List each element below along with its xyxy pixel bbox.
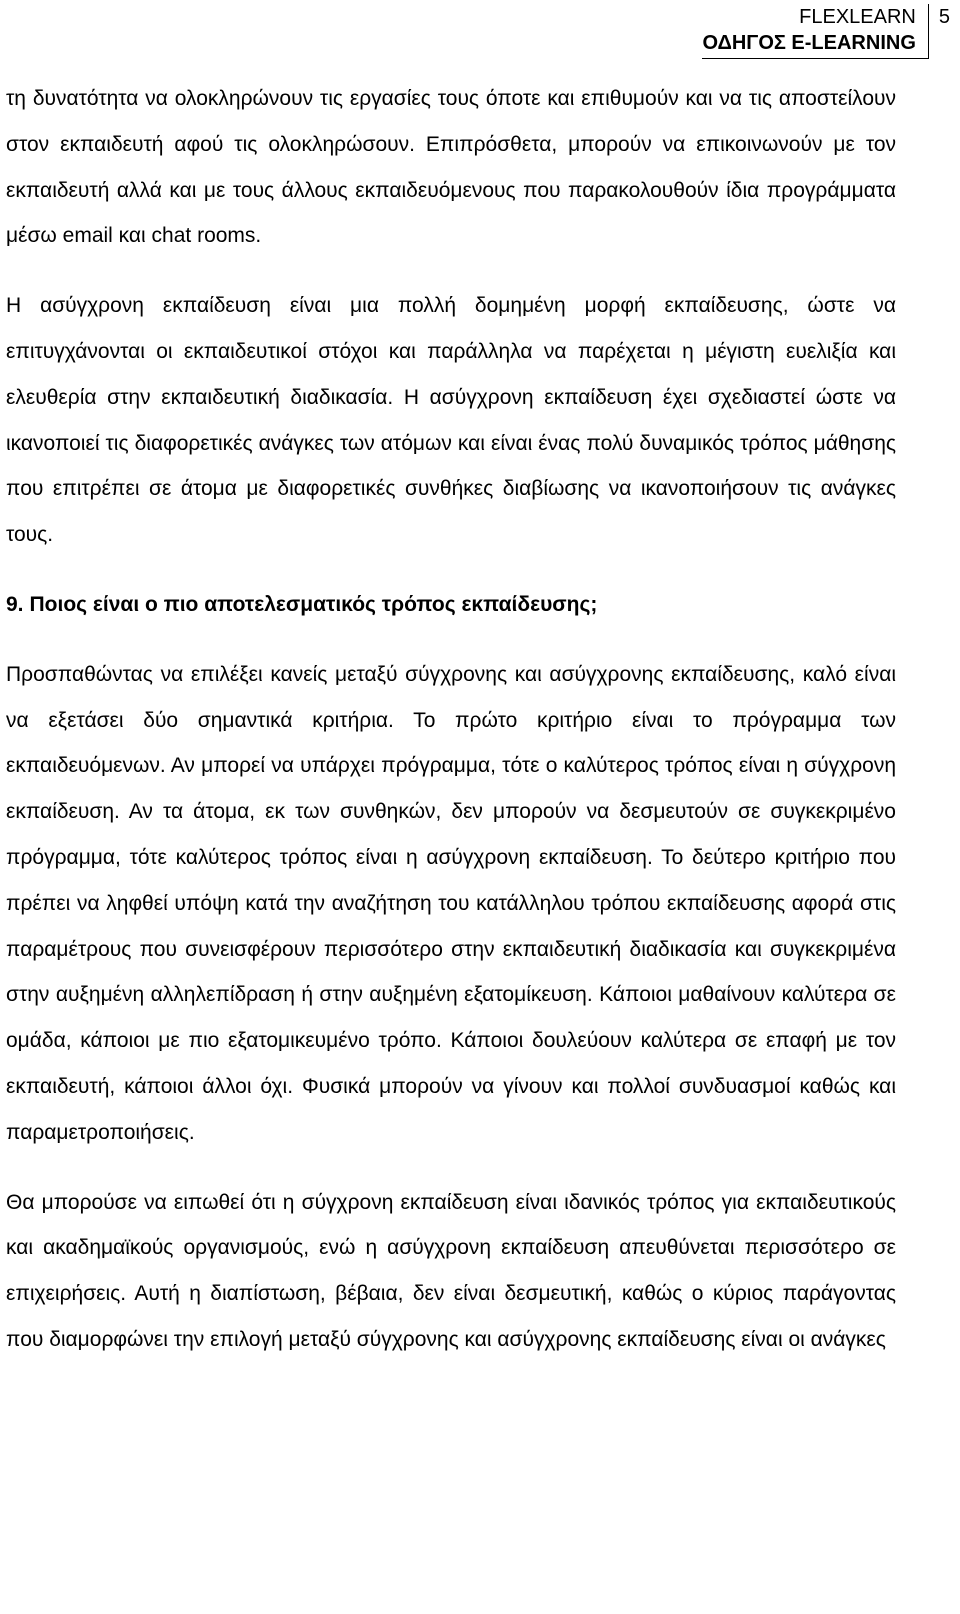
paragraph-asynchronous-education: Η ασύγχρονη εκπαίδευση είναι μια πολλή δομημένη μορφή εκπαίδευσης, ώστε να επιτυγχάνονται οι εκπαιδευτικοί στόχοι και παράλληλα να παρέχεται η μέγιστη ευελιξία και ελευθερία στην εκπαιδευτική διαδικασία. Η ασύγχρονη εκπαίδευση έχει σχεδιαστεί ώστε να ικανοποιεί τις διαφορετικές ανάγκες των ατόμων και είναι ένας πολύ δυναμικός τρόπος μάθησης που επιτρέπει σε άτομα με διαφορετικές συνθήκες διαβίωσης να ικανοποιήσουν τις ανάγκες τους. xyxy=(6,294,896,547)
paragraph-gap xyxy=(6,558,896,582)
paragraph-continuation: τη δυνατότητα να ολοκληρώνουν τις εργασίες τους όποτε και επιθυμούν και να τις αποστείλουν στον εκπαιδευτή αφού τις ολοκληρώσουν. Επιπρόσθετα, μπορούν να επικοινωνούν με τον εκπαιδευτή αλλά και με τους άλλους εκπαιδευόμενους που παρακολουθούν ίδια προγράμματα μέσω email και chat rooms. xyxy=(6,87,896,248)
header-title: FLEXLEARN xyxy=(799,6,916,28)
page-number: 5 xyxy=(938,6,950,28)
paragraph-conclusion: Θα μπορούσε να ειπωθεί ότι η σύγχρονη εκπαίδευση είναι ιδανικός τρόπος για εκπαιδευτικούς και ακαδημαϊκούς οργανισμούς, ενώ η ασύγχρονη εκπαίδευση απευθύνεται περισσότερο σε επιχειρήσεις. Αυτή η διαπίστωση, βέβαια, δεν είναι δεσμευτική, καθώς ο κύριος παράγοντας που διαμορφώνει την επιλογή μεταξύ σύγχρονης και ασύγχρονης εκπαίδευσης είναι οι ανάγκες xyxy=(6,1190,896,1351)
section-title: Ποιος είναι ο πιο αποτελεσματικός τρόπος εκπαίδευσης; xyxy=(29,592,598,616)
page-header xyxy=(702,4,950,59)
document-body xyxy=(6,76,896,1363)
section-heading xyxy=(6,582,896,628)
paragraph-gap xyxy=(6,1156,896,1180)
section-number: 9. xyxy=(6,592,24,616)
paragraph-criteria: Προσπαθώντας να επιλέξει κανείς μεταξύ σύγχρονης και ασύγχρονης εκπαίδευσης, καλό είναι να εξετάσει δύο σημαντικά κριτήρια. Το πρώτο κριτήριο είναι το πρόγραμμα των εκπαιδευόμενων. Αν μπορεί να υπάρχει πρόγραμμα, τότε ο καλύτερος τρόπος είναι η σύγχρονη εκπαίδευση. Αν τα άτομα, εκ των συνθηκών, δεν μπορούν να δεσμευτούν σε συγκεκριμένο πρόγραμμα, τότε καλύτερος τρόπος είναι η ασύγχρονη εκπαίδευση. Το δεύτερο κριτήριο που πρέπει να ληφθεί υπόψη κατά την αναζήτηση του κατάλληλου τρόπου εκπαίδευσης αφορά στις παραμέτρους που συνεισφέρουν περισσότερο στην εκπαιδευτική διαδικασία και συγκεκριμένα στην αυξημένη αλληλεπίδραση ή στην αυξημένη εξατομίκευση. Κάποιοι μαθαίνουν καλύτερα σε ομάδα, κάποιοι με πιο εξατομικευμένο τρόπο. Κάποιοι δουλεύουν καλύτερα σε επαφή με τον εκπαιδευτή, κάποιοι άλλοι όχι. Φυσικά μπορούν να γίνουν και πολλοί συνδυασμοί καθώς και παραμετροποιήσεις. xyxy=(6,662,896,1144)
paragraph-gap xyxy=(6,628,896,652)
header-subtitle: ΟΔΗΓΟΣ E-LEARNING xyxy=(702,32,916,54)
header-text-block xyxy=(702,4,928,59)
paragraph-gap xyxy=(6,259,896,283)
